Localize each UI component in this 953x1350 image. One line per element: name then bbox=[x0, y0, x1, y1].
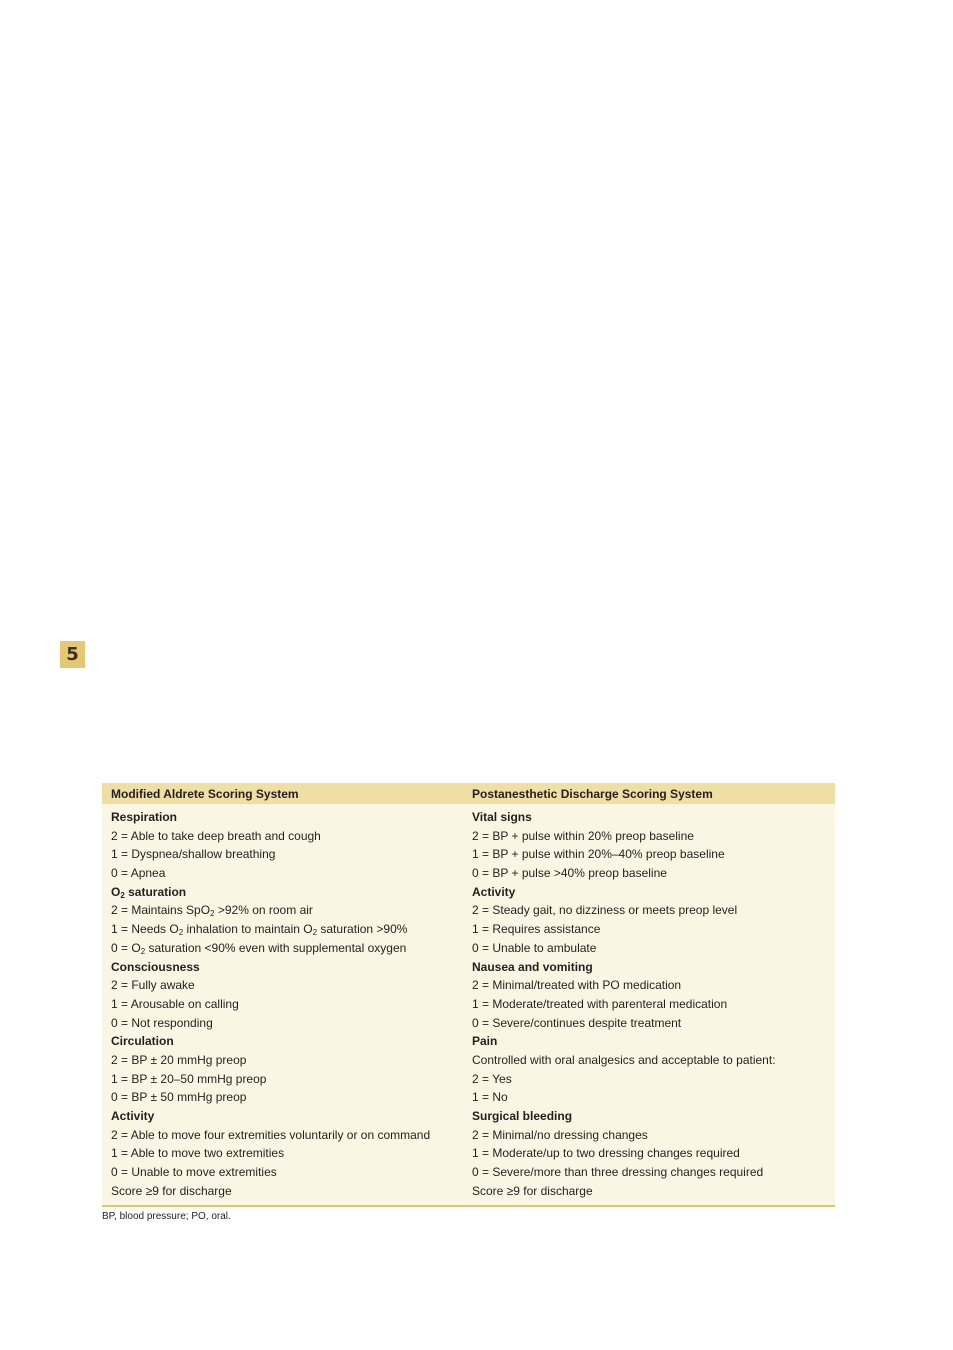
left-criterion: 1 = Arousable on calling bbox=[111, 996, 239, 1011]
right-criterion: 0 = Unable to ambulate bbox=[472, 940, 597, 955]
left-criterion: 0 = BP ± 50 mmHg preop bbox=[111, 1090, 247, 1105]
left-criterion: 2 = Fully awake bbox=[111, 978, 195, 993]
right-criterion: 1 = Requires assistance bbox=[472, 922, 601, 937]
right-section-heading: Pain bbox=[472, 1034, 498, 1049]
right-criterion: 2 = Steady gait, no dizziness or meets preop level bbox=[472, 903, 738, 918]
left-criterion: 2 = Able to take deep breath and cough bbox=[111, 828, 321, 843]
right-section-heading: Activity bbox=[472, 884, 516, 899]
left-criterion: 2 = Able to move four extremities voluntarily or on command bbox=[111, 1127, 431, 1142]
left-criterion: 0 = Not responding bbox=[111, 1015, 213, 1030]
right-criterion: Score ≥9 for discharge bbox=[472, 1183, 593, 1198]
right-criterion: 1 = Moderate/up to two dressing changes required bbox=[472, 1146, 740, 1161]
padss-column bbox=[463, 804, 835, 1206]
scoring-systems-table bbox=[102, 783, 835, 1207]
right-criterion: 0 = Severe/continues despite treatment bbox=[472, 1015, 682, 1030]
right-criterion: Controlled with oral analgesics and acceptable to patient: bbox=[472, 1052, 776, 1067]
table-body-row bbox=[102, 804, 835, 1206]
left-section-heading: Consciousness bbox=[111, 959, 200, 974]
right-criterion: 0 = BP + pulse >40% preop baseline bbox=[472, 866, 667, 881]
right-section-heading: Surgical bleeding bbox=[472, 1109, 573, 1123]
left-section-heading: Activity bbox=[111, 1109, 155, 1123]
aldrete-column bbox=[102, 804, 463, 1206]
chapter-number-tab: 5 bbox=[60, 641, 85, 668]
header-modified-aldrete: Modified Aldrete Scoring System bbox=[102, 783, 463, 804]
left-criterion: 2 = Maintains SpO$_2$ >92% on room air bbox=[111, 903, 313, 919]
left-criterion: 1 = Able to move two extremities bbox=[111, 1146, 285, 1161]
left-criterion: 0 = Apnea bbox=[111, 866, 166, 881]
table-footnote: BP, blood pressure; PO, oral. bbox=[102, 1211, 231, 1223]
left-criterion: 1 = Needs $O_2$ inhalation to maintain $O_2$ saturation >90% bbox=[111, 922, 408, 938]
left-section-heading: Respiration bbox=[111, 810, 178, 824]
right-criterion: 1 = BP + pulse within 20%–40% preop baseline bbox=[472, 847, 725, 862]
table-header-row bbox=[102, 783, 835, 804]
left-criterion: 1 = BP ± 20–50 mmHg preop bbox=[111, 1071, 267, 1086]
right-criterion: 2 = Minimal/no dressing changes bbox=[472, 1127, 648, 1142]
right-criterion: 2 = BP + pulse within 20% preop baseline bbox=[472, 828, 694, 843]
left-criterion: 1 = Dyspnea/shallow breathing bbox=[111, 847, 276, 862]
left-criterion: $0 = O_2$ saturation <90% even with supplemental oxygen bbox=[111, 940, 407, 956]
right-criterion: 1 = No bbox=[472, 1090, 508, 1105]
right-criterion: 2 = Yes bbox=[472, 1071, 512, 1086]
left-section-heading: Circulation bbox=[111, 1034, 174, 1049]
right-criterion: 0 = Severe/more than three dressing changes required bbox=[472, 1165, 764, 1180]
left-criterion: Score ≥9 for discharge bbox=[111, 1183, 232, 1198]
left-criterion: 2 = BP ± 20 mmHg preop bbox=[111, 1052, 247, 1067]
right-section-heading: Vital signs bbox=[472, 810, 532, 824]
right-criterion: 1 = Moderate/treated with parenteral medication bbox=[472, 996, 728, 1011]
left-criterion: 0 = Unable to move extremities bbox=[111, 1165, 277, 1180]
right-criterion: 2 = Minimal/treated with PO medication bbox=[472, 978, 682, 993]
header-postanesthetic-discharge: Postanesthetic Discharge Scoring System bbox=[463, 783, 835, 804]
scoring-table-container bbox=[102, 783, 835, 1222]
right-section-heading: Nausea and vomiting bbox=[472, 959, 593, 974]
left-section-heading: $O_2$ saturation bbox=[111, 884, 187, 900]
